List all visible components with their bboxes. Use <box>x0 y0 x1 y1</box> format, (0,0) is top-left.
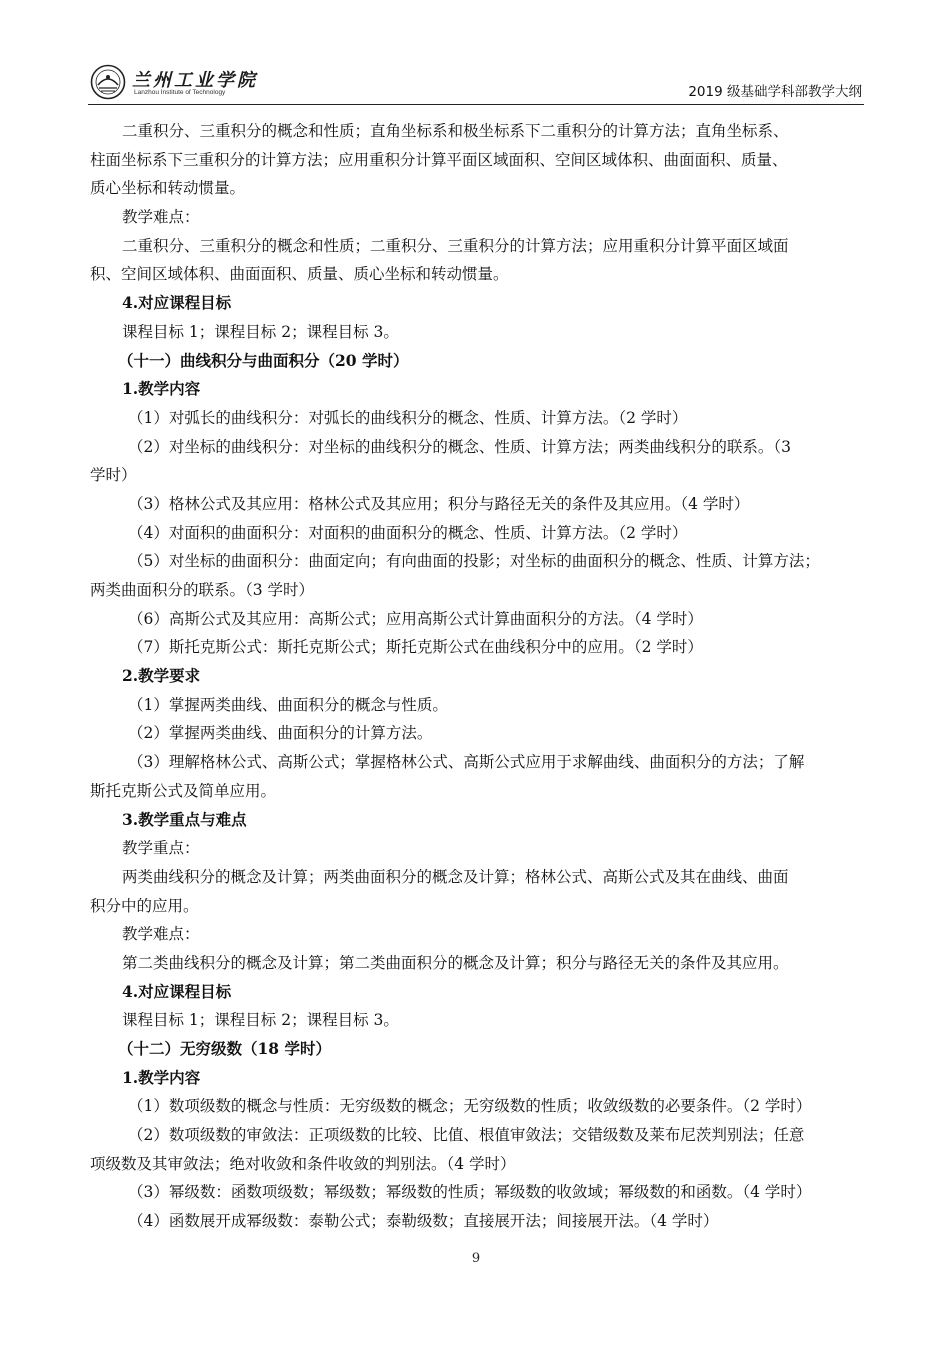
body-line: 课程目标 1；课程目标 2；课程目标 3。 <box>122 322 399 341</box>
university-seal-icon <box>90 64 126 100</box>
chapter-heading: （十一）曲线积分与曲面积分（20 学时） <box>118 350 409 370</box>
section-heading: 3.教学重点与难点 <box>122 809 247 829</box>
list-item-continuation: 学时） <box>90 466 137 485</box>
list-item: （1）对弧长的曲线积分：对弧长的曲线积分的概念、性质、计算方法。（2 学时） <box>128 408 688 427</box>
section-heading: 4.对应课程目标 <box>122 981 232 1001</box>
body-line: 二重积分、三重积分的概念和性质；直角坐标系和极坐标系下二重积分的计算方法；直角坐标系、 <box>122 122 789 140</box>
section-heading: 1.教学内容 <box>122 379 201 399</box>
body-line: 积、空间区域体积、曲面面积、质量、质心坐标和转动惯量。 <box>90 265 509 284</box>
body-line: 二重积分、三重积分的概念和性质；二重积分、三重积分的计算方法；应用重积分计算平面区域面 <box>122 236 789 255</box>
section-heading: 1.教学内容 <box>122 1067 201 1087</box>
list-item: （3）幂级数：函数项级数；幂级数；幂级数的性质；幂级数的收敛域；幂级数的和函数。（4 学时） <box>128 1183 812 1202</box>
page-header <box>88 62 864 105</box>
body-line: 课程目标 1；课程目标 2；课程目标 3。 <box>122 1011 399 1030</box>
list-item-continuation: 斯托克斯公式及简单应用。 <box>90 781 277 800</box>
subheading-difficulty: 教学难点： <box>122 208 200 227</box>
list-item-continuation: 项级数及其审敛法；绝对收敛和条件收敛的判别法。（4 学时） <box>90 1154 516 1173</box>
document-title: 2019 级基础学科部教学大纲 <box>688 84 862 100</box>
subheading-difficulty: 教学难点： <box>122 925 200 944</box>
list-item: （2）掌握两类曲线、曲面积分的计算方法。 <box>128 724 433 743</box>
list-item: （3）理解格林公式、高斯公式；掌握格林公式、高斯公式应用于求解曲线、曲面积分的方法；了解 <box>128 753 805 772</box>
list-item: （4）对面积的曲面积分：对面积的曲面积分的概念、性质、计算方法。（2 学时） <box>128 523 688 542</box>
logo-chinese-name: 兰州工业学院 <box>132 70 258 91</box>
list-item: （2）对坐标的曲线积分：对坐标的曲线积分的概念、性质、计算方法；两类曲线积分的联系。（3 <box>128 437 791 456</box>
body-line: 积分中的应用。 <box>90 896 199 915</box>
list-item: （2）数项级数的审敛法：正项级数的比较、比值、根值审敛法；交错级数及莱布尼茨判别法；任意 <box>128 1126 805 1145</box>
list-item: （7）斯托克斯公式：斯托克斯公式；斯托克斯公式在曲线积分中的应用。（2 学时） <box>128 638 703 657</box>
list-item-continuation: 两类曲面积分的联系。（3 学时） <box>90 581 315 599</box>
list-item: （1）数项级数的概念与性质：无穷级数的概念；无穷级数的性质；收敛级数的必要条件。（2 学时） <box>128 1097 812 1116</box>
list-item: （5）对坐标的曲面积分：曲面定向；有向曲面的投影；对坐标的曲面积分的概念、性质、计算方法； <box>128 552 820 571</box>
section-heading: 4.对应课程目标 <box>122 293 232 313</box>
list-item: （3）格林公式及其应用：格林公式及其应用；积分与路径无关的条件及其应用。（4 学时） <box>128 494 750 513</box>
chapter-heading: （十二）无穷级数（18 学时） <box>118 1039 331 1058</box>
body-line: 质心坐标和转动惯量。 <box>90 179 246 198</box>
list-item: （4）函数展开成幂级数：泰勒公式；泰勒级数；直接展开法；间接展开法。（4 学时） <box>128 1212 719 1231</box>
list-item: （6）高斯公式及其应用：高斯公式；应用高斯公式计算曲面积分的方法。（4 学时） <box>128 609 703 628</box>
section-heading: 2.教学要求 <box>122 666 201 686</box>
body-line: 第二类曲线积分的概念及计算；第二类曲面积分的概念及计算；积分与路径无关的条件及其应用。 <box>122 953 789 972</box>
body-line: 柱面坐标系下三重积分的计算方法；应用重积分计算平面区域面积、空间区域体积、曲面面积、质量、 <box>90 150 788 169</box>
document-body <box>90 117 850 1236</box>
logo-english-name: Lanzhou Institute of Technology <box>134 89 226 96</box>
subheading-focus: 教学重点： <box>122 839 200 858</box>
body-line: 两类曲线积分的概念及计算；两类曲面积分的概念及计算；格林公式、高斯公式及其在曲线、曲面 <box>122 867 789 886</box>
page-number: 9 <box>471 1251 481 1266</box>
list-item: （1）掌握两类曲线、曲面积分的概念与性质。 <box>128 695 448 714</box>
